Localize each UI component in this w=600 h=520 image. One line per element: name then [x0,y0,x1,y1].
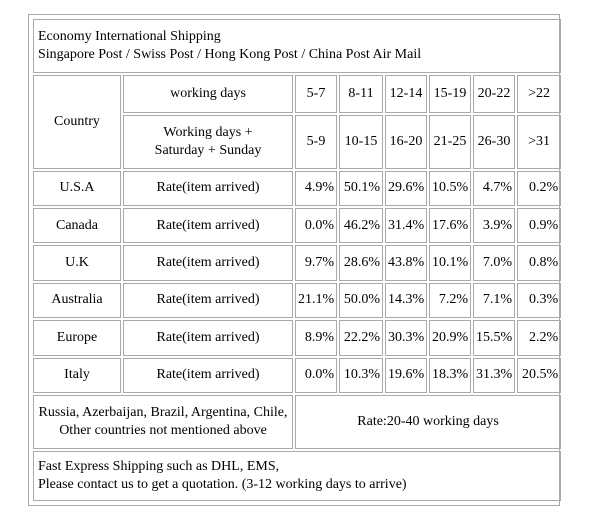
rate-cell: 3.9% [473,208,515,243]
range-cell: 10-15 [339,115,383,169]
metric-cell: Rate(item arrived) [123,208,293,243]
metric-cell: Rate(item arrived) [123,245,293,280]
rate-cell: 10.5% [429,171,471,206]
weekend-label-line2: Saturday + Sunday [154,142,262,158]
table-row [33,171,561,206]
rate-cell: 15.5% [473,320,515,355]
rate-cell: 10.3% [339,358,383,393]
rate-cell: 43.8% [385,245,427,280]
country-cell: Canada [33,208,121,243]
range-cell: >22 [517,75,561,112]
other-countries-line2: Other countries not mentioned above [59,422,267,438]
rate-cell: 4.9% [295,171,337,206]
rate-cell: 0.0% [295,358,337,393]
header-carriers: Singapore Post / Swiss Post / Hong Kong Post / China Post Air Mail [38,47,422,63]
rate-cell: 14.3% [385,283,427,318]
metric-cell: Rate(item arrived) [123,320,293,355]
working-days-row [33,75,561,112]
express-shipping-note: Fast Express Shipping such as DHL, EMS, [38,458,280,474]
other-countries-cell [33,395,293,449]
range-cell: 16-20 [385,115,427,169]
footer-row [33,451,561,501]
range-cell: 12-14 [385,75,427,112]
table-row [33,320,561,355]
rate-cell: 17.6% [429,208,471,243]
weekend-label-line1: Working days + [163,124,253,140]
rate-cell: 0.8% [517,245,561,280]
rate-cell: 28.6% [339,245,383,280]
rate-cell: 7.2% [429,283,471,318]
range-cell: 5-9 [295,115,337,169]
header-row [33,19,561,73]
range-cell: 26-30 [473,115,515,169]
rate-cell: 8.9% [295,320,337,355]
rate-cell: 10.1% [429,245,471,280]
quotation-note: Please contact us to get a quotation. (3-12 working days to arrive) [38,476,407,492]
country-cell: Australia [33,283,121,318]
rate-cell: 0.3% [517,283,561,318]
other-countries-line1: Russia, Azerbaijan, Brazil, Argentina, Chile, [38,404,288,420]
rate-cell: 50.0% [339,283,383,318]
rate-cell: 22.2% [339,320,383,355]
shipping-table [31,17,563,503]
range-cell: 15-19 [429,75,471,112]
working-days-label: working days [123,75,293,112]
rate-cell: 4.7% [473,171,515,206]
rate-cell: 30.3% [385,320,427,355]
header-title: Economy International Shipping [38,29,221,45]
rate-cell: 21.1% [295,283,337,318]
header-cell [33,19,561,73]
rate-cell: 20.5% [517,358,561,393]
rate-cell: 19.6% [385,358,427,393]
table-row [33,245,561,280]
country-cell: Italy [33,358,121,393]
rate-cell: 0.9% [517,208,561,243]
rate-cell: 31.4% [385,208,427,243]
rate-cell: 18.3% [429,358,471,393]
rate-cell: 46.2% [339,208,383,243]
rate-cell: 2.2% [517,320,561,355]
country-cell: U.S.A [33,171,121,206]
other-countries-rate: Rate:20-40 working days [295,395,561,449]
rate-cell: 0.0% [295,208,337,243]
rate-cell: 29.6% [385,171,427,206]
range-cell: 8-11 [339,75,383,112]
metric-cell: Rate(item arrived) [123,358,293,393]
table-row [33,358,561,393]
country-header: Country [33,75,121,169]
metric-cell: Rate(item arrived) [123,171,293,206]
table-row [33,208,561,243]
country-cell: Europe [33,320,121,355]
table-row [33,283,561,318]
shipping-table-frame [28,14,560,506]
rate-cell: 50.1% [339,171,383,206]
rate-cell: 7.0% [473,245,515,280]
working-days-weekend-label [123,115,293,169]
rate-cell: 31.3% [473,358,515,393]
other-countries-row [33,395,561,449]
rate-cell: 20.9% [429,320,471,355]
range-cell: 21-25 [429,115,471,169]
range-cell: 20-22 [473,75,515,112]
footer-cell [33,451,561,501]
metric-cell: Rate(item arrived) [123,283,293,318]
rate-cell: 9.7% [295,245,337,280]
rate-cell: 7.1% [473,283,515,318]
country-cell: U.K [33,245,121,280]
range-cell: >31 [517,115,561,169]
range-cell: 5-7 [295,75,337,112]
rate-cell: 0.2% [517,171,561,206]
